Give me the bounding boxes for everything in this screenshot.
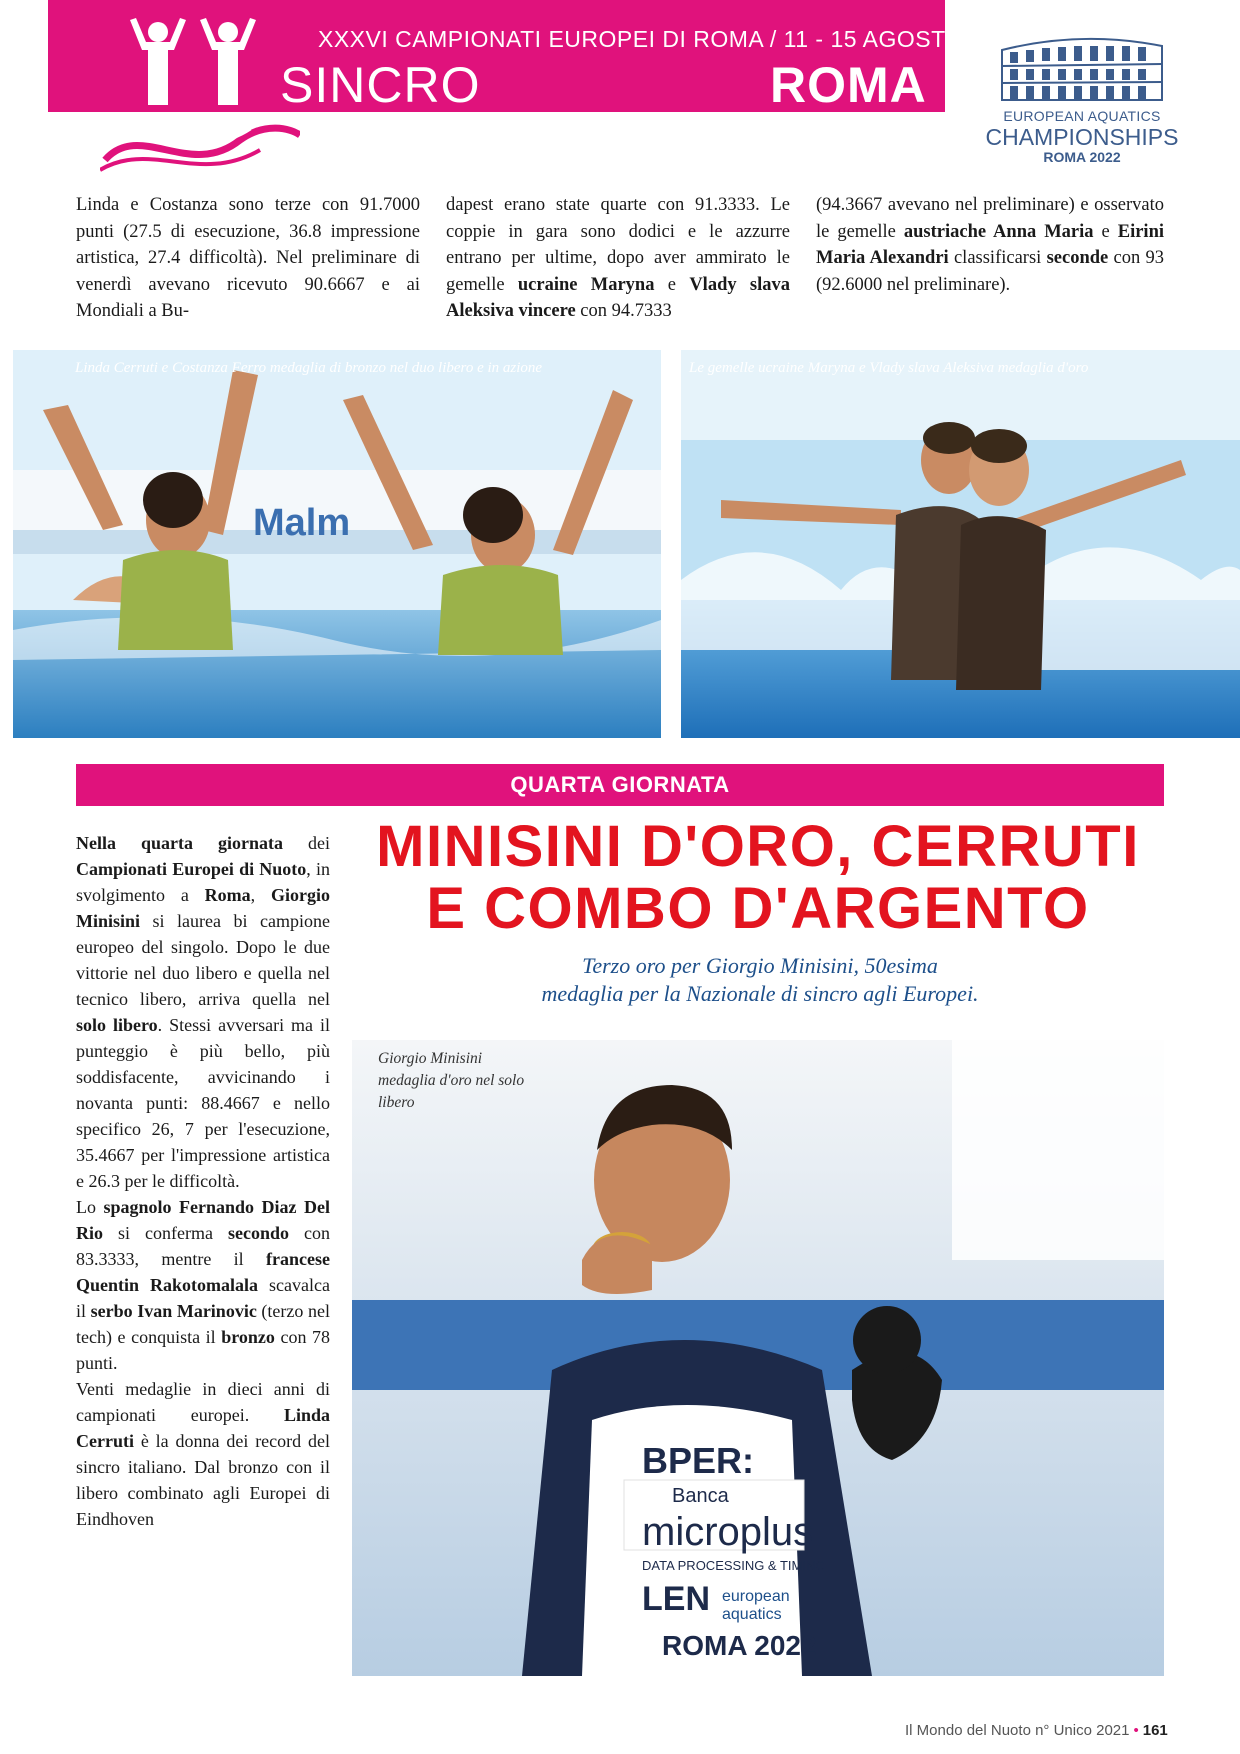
- champ-logo-line3: ROMA 2022: [1043, 149, 1121, 165]
- footer-magazine: Il Mondo del Nuoto n° Unico 2021: [905, 1722, 1130, 1739]
- sincro-swimmers-logo: [100, 10, 300, 175]
- article-headline: [352, 816, 1164, 940]
- champ-logo-line1: EUROPEAN AQUATICS: [1003, 108, 1161, 124]
- champ-logo-line2: CHAMPIONSHIPS: [985, 124, 1179, 150]
- article-subhead: [440, 952, 1080, 1008]
- subhead-line-2: medaglia per la Nazionale di sincro agli Europei.: [541, 981, 979, 1006]
- headline-line-2: E COMBO D'ARGENTO: [426, 876, 1090, 941]
- pool-banner-text: Malm: [253, 502, 351, 544]
- headline-line-1: MINISINI D'ORO, CERRUTI: [376, 814, 1140, 879]
- championships-logo: [962, 28, 1202, 168]
- right-photo-caption: Le gemelle ucraine Maryna e Vlady slava Aleksiva medaglia d'oro: [689, 360, 1089, 376]
- colosseum-icon: [962, 28, 1202, 108]
- bib-bper-sub: Banca: [672, 1485, 729, 1507]
- bib-len-year: ROMA 2022: [662, 1630, 817, 1661]
- bib-bper: BPER:: [642, 1440, 755, 1481]
- article-body: [76, 830, 330, 1532]
- bib-sponsor: microplus: [642, 1510, 814, 1554]
- main-photo-caption: Giorgio Minisini medaglia d'oro nel solo libero: [378, 1050, 525, 1111]
- top-column-2-text: dapest erano state quarte con 91.3333. Le coppie in gara sono dodici e le azzurre entrano per ultime, dopo aver ammirato le gemelle ucraine Maryna e Vlady slava Aleksiva vincere con 94.7333: [446, 195, 790, 321]
- subhead-line-1: Terzo oro per Giorgio Minisini, 50esima: [582, 953, 938, 978]
- bib-sponsor-sub: DATA PROCESSING & TIMING: [642, 1558, 826, 1573]
- article-paragraph-1: Nella quarta giornata dei Campionati Europei di Nuoto, in svolgimento a Roma, Giorgio Minisini si laurea bi campione europeo del singolo. Dopo le due vittorie nel duo libero e quella nel tecnico libero, arriva quella nel solo libero. Stessi avversari ma il punteggio è più bello, più soddisfacente, avvicinando i novanta punti: 88.4667 e nello specifico 26, 7 per l'esecuzione, 35.4667 per l'impressione artistica e 26.3 per le difficoltà.: [76, 833, 331, 1191]
- top-column-3: [816, 192, 1164, 298]
- top-column-1: [76, 192, 420, 325]
- top-column-2: [446, 192, 790, 325]
- bib-len-sub: european aquatics: [722, 1588, 790, 1623]
- header-subtitle: XXXVI CAMPIONATI EUROPEI DI ROMA / 11 - 15 AGOSTO: [318, 26, 964, 52]
- page-footer: [905, 1722, 1168, 1739]
- twins-illustration: [681, 350, 1240, 738]
- top-column-1-text: Linda e Costanza sono terze con 91.7000 punti (27.5 di esecuzione, 36.8 impressione artistica, 27.4 difficoltà). Nel preliminare di venerdì avevano ricevuto 90.6667 e ai Mondiali a Bu-: [76, 195, 420, 321]
- bib-len: LEN: [642, 1580, 710, 1618]
- footer-dot: •: [1133, 1722, 1139, 1739]
- section-label: QUARTA GIORNATA: [510, 772, 730, 797]
- left-photo-caption: Linda Cerruti e Costanza Ferro medaglia di bronzo nel duo libero e in azione: [75, 360, 543, 376]
- article-paragraph-3: Venti medaglie in dieci anni di campionati europei. Linda Cerruti è la donna dei record del sincro italiano. Dal bronzo con il libero combinato agli Europei di Eindhoven: [76, 1379, 330, 1529]
- section-bar: [76, 764, 1164, 806]
- city-title: ROMA: [770, 57, 927, 113]
- photo-cerruti-ferro-duo: [13, 350, 661, 738]
- section-title: SINCRO: [280, 57, 481, 113]
- top-column-3-text: (94.3667 avevano nel preliminare) e osservato le gemelle austriache Anna Maria e Eirini Maria Alexandri classificarsi seconde con 93 (92.6000 nel preliminare).: [816, 195, 1164, 295]
- photo-minisini-gold: [352, 1040, 1164, 1676]
- article-paragraph-2: Lo spagnolo Fernando Diaz Del Rio si conferma secondo con 83.3333, mentre il francese Quentin Rakotomalala scavalca il serbo Ivan Marinovic (terzo nel tech) e conquista il bronzo con 78 punti.: [76, 1197, 330, 1373]
- minisini-illustration: [352, 1040, 1164, 1676]
- page-number: 161: [1142, 1722, 1168, 1739]
- photo-ukrainian-twins: [681, 350, 1240, 738]
